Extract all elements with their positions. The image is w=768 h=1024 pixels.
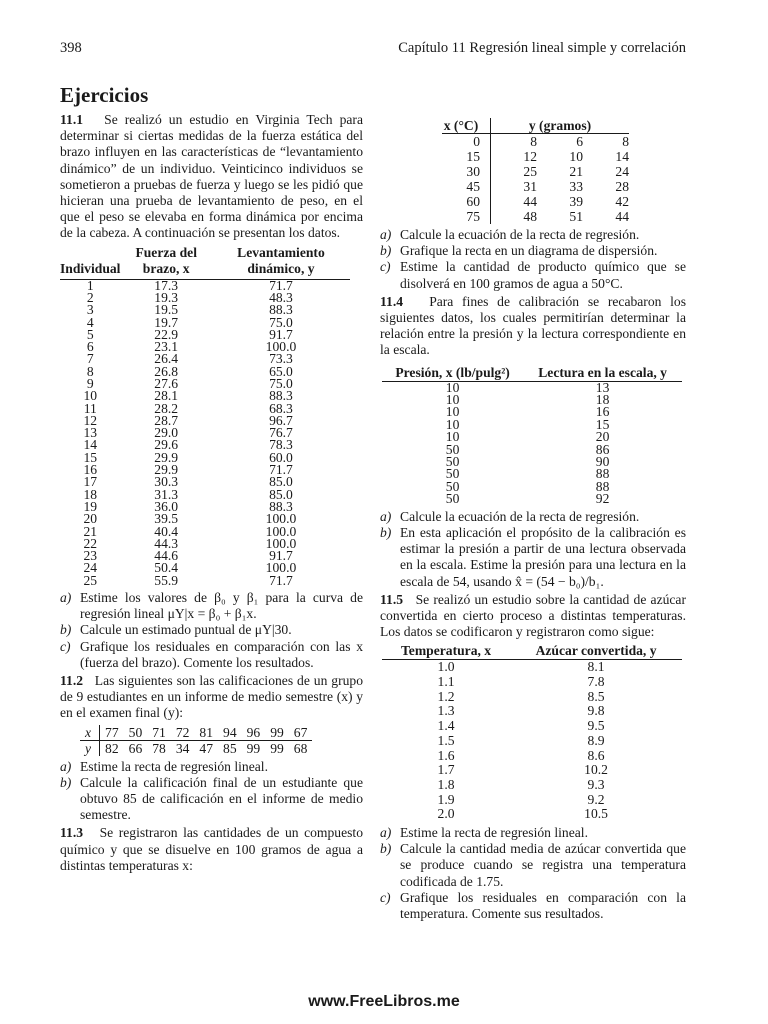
table-row [442,179,629,194]
table-cell: 45 [442,179,491,194]
sub-item [380,841,686,890]
table-row [60,279,350,292]
table-cell: 50 [445,454,460,470]
table-cell: 85 [223,740,237,756]
table-cell: 1.8 [437,776,455,792]
table-cell: 6 [86,339,94,355]
table-row [60,489,350,501]
table-row [382,675,682,690]
table-cell: 78.3 [269,437,293,453]
section-title: Ejercicios [60,83,149,107]
sub-item-text: En esta aplicación el propósito de la calibración es estimar la presión a partir de una lectura observada en la escala. Estime la presión para una lectura en la escala de 54, usando x̂ = (54 − b₀)/b₁. [400,524,686,589]
column-header: x (°C) [442,118,491,134]
table-cell: 16 [595,404,610,420]
table-cell: 44.3 [154,535,179,551]
table-cell: 96 [242,725,266,741]
table-row [60,317,350,329]
table-cell: 71.7 [269,572,293,588]
table-cell: 26.4 [154,351,179,367]
table-cell: 10 [445,379,460,395]
table-cell: 13 [83,425,98,441]
table-cell: 40.4 [154,523,179,539]
table-row [60,538,350,550]
table-cell: 60 [442,194,491,209]
table-cell: 1 [86,277,94,293]
table-cell: 1.4 [437,718,455,734]
exercise-11-3: 11.3 Se registraron las cantidades de un compuesto químico y que se disuelve en 100 gramos de agua a distintas temperaturas x: [60,825,363,873]
table-cell: 33 [569,179,583,194]
table-cell: 28.1 [154,388,179,404]
table-cell: 5 [86,326,94,342]
column-header: Azúcar convertida, y [510,642,682,660]
row-header: x [80,725,100,741]
table-row [60,427,350,439]
sub-item-text: Calcule la calificación final de un estudiante que obtuvo 85 de calificación en el informe de medio semestre. [80,774,363,823]
table-row [382,468,682,480]
sub-item [380,243,686,259]
exercise-11-3-items [380,227,686,292]
exercise-text: Para fines de calibración se recabaron los siguientes datos, los cuales permitirían determinar la relación entre la presión y la lectura correspondiente en la escala. [380,293,686,358]
left-column [60,112,363,874]
table-cell: 50 [124,725,148,741]
sub-item-text: Calcule la cantidad media de azúcar convertida que se produce cuando se registra una temperatura codificada de 1.75. [400,841,686,889]
calibration-table [382,364,682,506]
sub-item [380,227,686,243]
table-cell: 15 [442,149,491,164]
sub-item-text: Calcule la ecuación de la recta de regresión. [400,227,640,242]
table-cell: 22 [83,535,98,551]
table-cell: 10.2 [584,762,608,778]
table-cell: 28.2 [154,400,179,416]
table-cell: 47 [199,740,214,756]
right-column [380,118,686,922]
running-title: Capítulo 11 Regresión lineal simple y correlación [398,40,686,56]
table-row [382,719,682,734]
table-cell: 22.9 [154,326,179,342]
table-cell: 14 [615,149,629,164]
sub-item [60,775,363,824]
table-cell: 50 [445,478,460,494]
table-row [60,550,350,562]
table-row [60,513,350,525]
table-row [442,149,629,164]
row-header: y [80,740,100,756]
table-cell: 24 [83,560,98,576]
table-cell: 0 [442,134,491,150]
exercise-text: Se registraron las cantidades de un compuesto químico y que se disuelve en 100 gramos de agua a distintas temperaturas x: [60,825,363,873]
table-cell: 88.3 [269,302,293,318]
sub-item-label: c) [380,889,391,905]
table-cell: 71 [147,725,171,741]
exercise-text: Se realizó un estudio sobre la cantidad de azúcar convertida en cierto proceso a distintas temperaturas. Los datos se codificaron y registraron como sigue: [380,591,686,640]
grades-table [80,725,312,756]
sub-item-text: Grafique los residuales en comparación con la temperatura. Comente sus resultados. [400,889,686,922]
table-cell: 66 [128,740,143,756]
table-cell: 50 [445,491,460,507]
sub-item-text: Calcule la ecuación de la recta de regresión. [400,508,640,524]
exercise-11-5: 11.5 Se realizó un estudio sobre la cantidad de azúcar convertida en cierto proceso a distintas temperaturas. Los datos se codificaron y registraron como sigue: [380,591,686,640]
table-cell: 88 [595,466,610,482]
sub-item [60,622,363,638]
table-cell: 20 [83,511,98,527]
table-row [442,164,629,179]
table-cell: 77 [100,725,124,741]
table-row [60,415,350,427]
table-cell: 8 [622,134,629,149]
table-cell: 44 [523,194,537,209]
sub-item-text: Estime la recta de regresión lineal. [400,825,588,841]
table-cell: 10 [445,416,460,432]
column-header: Temperatura, x [382,642,510,660]
table-cell: 65.0 [269,363,293,379]
exercise-11-4-items [380,509,686,590]
table-cell: 51 [569,209,583,224]
table-cell: 6 [576,134,583,149]
exercise-11-2: 11.2 Las siguientes son las calificaciones de un grupo de 9 estudiantes en un informe de medio semestre (x) y en el examen final (y): [60,673,363,721]
table-cell: 10 [569,149,583,164]
table-cell: 31.3 [154,486,179,502]
sub-item [380,259,686,291]
sub-item-label: a) [60,590,72,606]
table-cell: 1.2 [437,688,455,704]
table-cell: 10 [445,392,460,408]
table-cell: 8 [530,134,537,149]
table-row [442,209,629,224]
table-cell: 29.9 [154,449,179,465]
sub-item [60,590,363,622]
table-cell: 76.7 [269,425,293,441]
column-header: Presión, x (lb/pulg²) [382,364,523,382]
table-row [382,381,682,394]
table-cell: 88.3 [269,388,293,404]
table-cell: 99 [270,740,284,756]
sub-item [60,759,363,775]
table-cell: 28.7 [154,412,179,428]
column-header: Fuerza del brazo, x [120,245,211,280]
table-cell: 16 [83,462,98,478]
table-row [382,734,682,749]
table-cell: 17 [83,474,98,490]
table-row [60,464,350,476]
table-cell: 28 [615,179,629,194]
table-cell: 8.9 [587,732,605,748]
table-cell: 21 [83,523,98,539]
table-cell: 92 [595,491,610,507]
table-cell: 2 [86,289,94,305]
table-cell: 12 [83,412,98,428]
sub-item-label: b) [380,243,392,259]
table-cell: 44 [615,209,629,224]
table-cell: 42 [615,194,629,209]
table-cell: 1.7 [437,762,455,778]
table-cell: 19.3 [154,289,179,305]
table-cell: 39.5 [154,511,179,527]
table-row [382,778,682,793]
exercise-text: Las siguientes son las calificaciones de un grupo de 9 estudiantes en un informe de medio semestre (x) y en el examen final (y): [60,673,363,721]
table-cell: 100.0 [265,339,297,355]
table-cell: 1.0 [437,659,455,675]
arm-strength-table [60,245,350,587]
table-row [382,406,682,418]
table-cell: 23.1 [154,339,179,355]
table-cell: 44.6 [154,548,179,564]
table-row [382,493,682,505]
table-cell: 1.9 [437,791,455,807]
sub-item-label: b) [60,622,72,638]
table-cell: 82 [105,740,119,756]
sub-item-label: a) [380,227,392,242]
table-cell: 4 [86,314,94,330]
sub-item-label: a) [60,758,72,774]
table-cell: 29.0 [154,425,179,441]
table-cell: 18 [595,392,610,408]
table-cell: 100.0 [265,560,297,576]
table-cell: 30 [442,164,491,179]
sub-item [380,825,686,841]
table-cell: 25 [523,164,537,179]
table-row [382,481,682,493]
table-cell: 29.6 [154,437,179,453]
table-cell: 39 [569,194,583,209]
sub-item-text: Estime la cantidad de producto químico que se disolverá en 100 gramos de agua a 50°C. [400,259,686,291]
column-header: y (gramos) [491,118,630,134]
exercise-11-1-items [60,590,363,671]
table-row [382,763,682,778]
table-cell: 8.1 [587,659,605,675]
solubility-table [442,118,629,224]
table-row [60,452,350,464]
table-cell: 78 [152,740,166,756]
sub-item [380,509,686,525]
table-cell: 9.2 [587,791,605,807]
table-cell: 81 [194,725,218,741]
table-cell: 75.0 [269,376,293,391]
table-cell: 26.8 [154,363,179,379]
table-row [382,704,682,719]
sub-item-label: c) [60,638,71,654]
table-row [382,394,682,406]
table-row [60,366,350,378]
table-cell: 29.9 [154,462,179,478]
table-cell: 11 [83,400,97,416]
table-cell: 3 [86,302,94,318]
exercise-11-2-items [60,759,363,824]
table-cell: 13 [595,379,610,395]
table-row [382,749,682,764]
table-cell: 9.3 [587,776,605,792]
table-cell: 25 [83,572,98,588]
sub-item [60,639,363,671]
table-row [382,419,682,431]
table-cell: 10.5 [584,806,608,822]
column-header: Lectura en la escala, y [523,364,682,382]
table-cell: 21 [569,164,583,179]
table-row [60,390,350,402]
table-row [60,575,350,587]
table-row [382,444,682,456]
sub-item-text: Estime la recta de regresión lineal. [80,758,268,774]
table-row [442,194,629,209]
table-cell: 86 [595,441,610,457]
table-cell: 34 [175,740,190,756]
table-row [60,341,350,353]
table-cell: 19 [83,498,98,514]
table-cell: 31 [523,179,537,194]
exercise-text: Se realizó un estudio en Virginia Tech para determinar si ciertas medidas de la fuerza estática del brazo influyen en las características de “levantamiento dinámico” de un individuo. Veinticinco individuos se sometieron a pruebas de fuerza y luego se les pidió que hicieran una prueba de levantamiento de peso, en el que el peso se elevaba en forma dinámica por encima de la cabeza. A continuación se presentan los datos. [60,112,363,241]
sub-item-label: b) [60,774,72,790]
table-row [60,292,350,304]
page-number: 398 [60,40,82,56]
table-cell: 1.5 [437,732,455,748]
table-cell: 17.3 [154,277,179,293]
sub-item-label: a) [380,508,392,524]
sub-item-text: Estime los valores de β₀ y β₁ para la curva de regresión lineal μY|x = β₀ + β₁x. [80,590,363,622]
table-cell: 88 [595,478,610,494]
table-cell: 9.8 [587,703,605,719]
table-cell: 19.7 [154,314,179,330]
table-cell: 2.0 [437,806,455,822]
table-cell: 9.5 [587,718,605,734]
table-row [382,431,682,443]
table-cell: 7 [86,351,94,367]
table-cell: 67 [289,725,313,741]
table-cell: 91.7 [269,326,293,342]
sub-item [380,890,686,922]
exercise-11-5-items [380,825,686,922]
table-cell: 50 [445,441,460,457]
table-row [382,793,682,808]
sub-item-text: Grafique la recta en un diagrama de dispersión. [400,243,658,259]
table-cell: 60.0 [269,449,293,465]
table-row [60,476,350,488]
table-cell: 100.0 [265,523,297,539]
footer-watermark: www.FreeLibros.me [308,993,460,1010]
table-row [442,134,629,150]
sub-item [380,525,686,590]
sub-item-text: Calcule un estimado puntual de μY|30. [80,622,292,638]
table-cell: 100.0 [265,535,297,551]
table-cell: 8.5 [587,688,605,704]
table-cell: 10 [83,388,98,404]
table-cell: 100.0 [265,511,297,527]
table-cell: 71.7 [269,462,293,478]
sub-item-label: b) [380,841,392,857]
table-cell: 7.8 [587,674,605,690]
table-cell: 90 [595,454,610,470]
table-cell: 12 [523,149,537,164]
sub-item-label: c) [380,259,391,275]
table-row [60,304,350,316]
table-cell: 27.6 [154,376,179,391]
table-cell: 48.3 [269,289,293,305]
table-row [60,562,350,574]
table-cell: 73.3 [269,351,293,367]
table-cell: 1.1 [437,674,455,690]
table-cell: 72 [171,725,195,741]
table-cell: 71.7 [269,277,293,293]
table-cell: 30.3 [154,474,179,490]
exercise-11-4: 11.4 Para fines de calibración se recabaron los siguientes datos, los cuales permitirían determinar la relación entre la presión y la lectura correspondiente en la escala. [380,293,686,358]
table-row [60,526,350,538]
table-cell: 99 [246,740,261,756]
table-row [60,329,350,341]
table-cell: 75.0 [269,314,293,330]
table-cell: 68.3 [269,400,293,416]
table-cell: 48 [523,209,537,224]
table-cell: 50.4 [154,560,179,576]
table-cell: 10 [445,404,460,420]
sub-item-text: Grafique los residuales en comparación con las x (fuerza del brazo). Comente los resultados. [80,638,363,670]
table-row [60,378,350,390]
sugar-table [382,642,682,822]
table-cell: 14 [83,437,98,453]
table-cell: 94 [218,725,242,741]
table-row [60,501,350,513]
table-row [60,403,350,415]
table-cell: 24 [615,164,629,179]
table-cell: 18 [83,486,98,502]
table-cell: 10 [445,429,460,445]
table-row [382,690,682,705]
table-cell: 85.0 [269,474,293,490]
table-cell: 23 [83,548,98,564]
table-row [60,439,350,451]
table-row [60,353,350,365]
table-row [382,456,682,468]
table-cell: 99 [265,725,289,741]
table-cell: 85.0 [269,486,293,502]
table-cell: 1.3 [437,703,455,719]
table-cell: 50 [445,466,460,482]
table-cell: 15 [83,449,98,465]
table-cell: 88.3 [269,498,293,514]
table-cell: 91.7 [269,548,293,564]
table-cell: 75 [442,209,491,224]
table-cell: 19.5 [154,302,179,318]
table-cell: 20 [595,429,610,445]
sub-item-label: a) [380,825,392,841]
table-cell: 9 [86,376,94,391]
sub-item-label: b) [380,524,392,540]
column-header: Levantamiento dinámico, y [212,245,350,280]
table-cell: 68 [293,740,308,756]
column-header: Individual [60,245,120,280]
table-row [382,660,682,675]
table-cell: 8 [86,363,94,379]
table-cell: 15 [595,416,610,432]
table-cell: 8.6 [587,747,605,763]
table-row [382,807,682,822]
table-cell: 36.0 [154,498,179,514]
table-cell: 1.6 [437,747,455,763]
exercise-11-1: 11.1 Se realizó un estudio en Virginia Tech para determinar si ciertas medidas de la fuerza estática del brazo influyen en las características de “levantamiento dinámico” de un individuo. Veinticinco individuos se sometieron a pruebas de fuerza y luego se les pidió que hicieran una prueba de levantamiento de peso, en el que el peso se elevaba en forma dinámica por encima de la cabeza. A continuación se presentan los datos. [60,112,363,241]
table-cell: 96.7 [269,412,293,428]
table-cell: 55.9 [154,572,179,588]
